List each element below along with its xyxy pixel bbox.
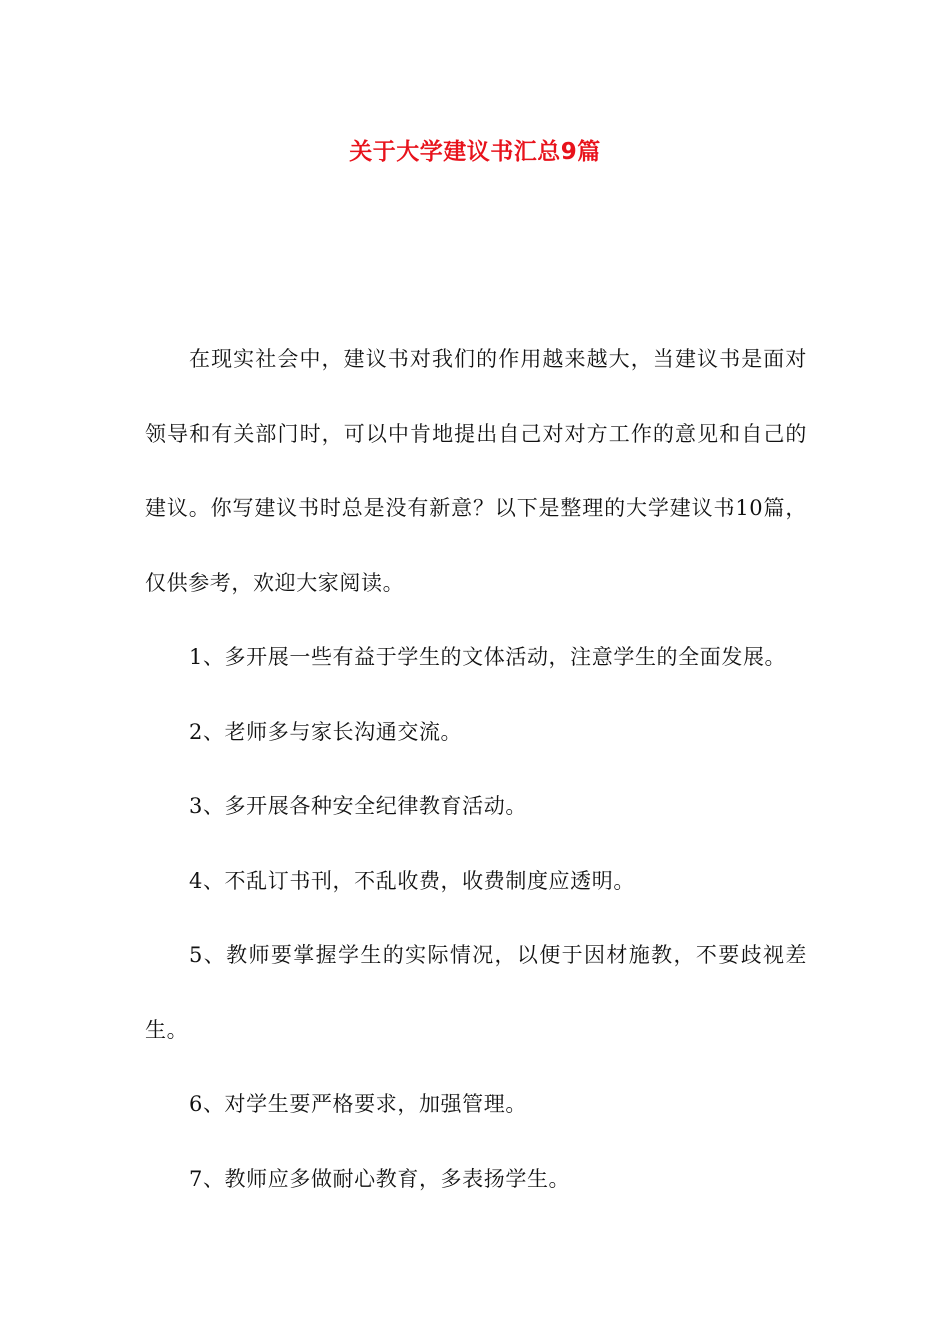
intro-paragraph: 在现实社会中，建议书对我们的作用越来越大，当建议书是面对领导和有关部门时，可以中肯地提出自己对对方工作的意见和自己的建议。你写建议书时总是没有新意？以下是整理的大学建议书10篇，仅供参考，欢迎大家阅读。 (145, 347, 807, 595)
document-title: 关于大学建议书汇总9篇 (349, 139, 601, 165)
document-body (145, 322, 807, 1216)
list-item: 1、多开展一些有益于学生的文体活动，注意学生的全面发展。 (189, 645, 787, 669)
list-item: 6、对学生要严格要求，加强管理。 (189, 1092, 527, 1116)
list-item: 7、教师应多做耐心教育，多表扬学生。 (189, 1166, 571, 1191)
list-item: 2、老师多与家长沟通交流。 (189, 719, 463, 744)
list-item: 5、教师要掌握学生的实际情况，以便于因材施教，不要歧视差生。 (145, 943, 807, 1042)
list-item: 3、多开展各种安全纪律教育活动。 (189, 794, 527, 818)
list-item: 4、不乱订书刊，不乱收费，收费制度应透明。 (189, 868, 635, 893)
